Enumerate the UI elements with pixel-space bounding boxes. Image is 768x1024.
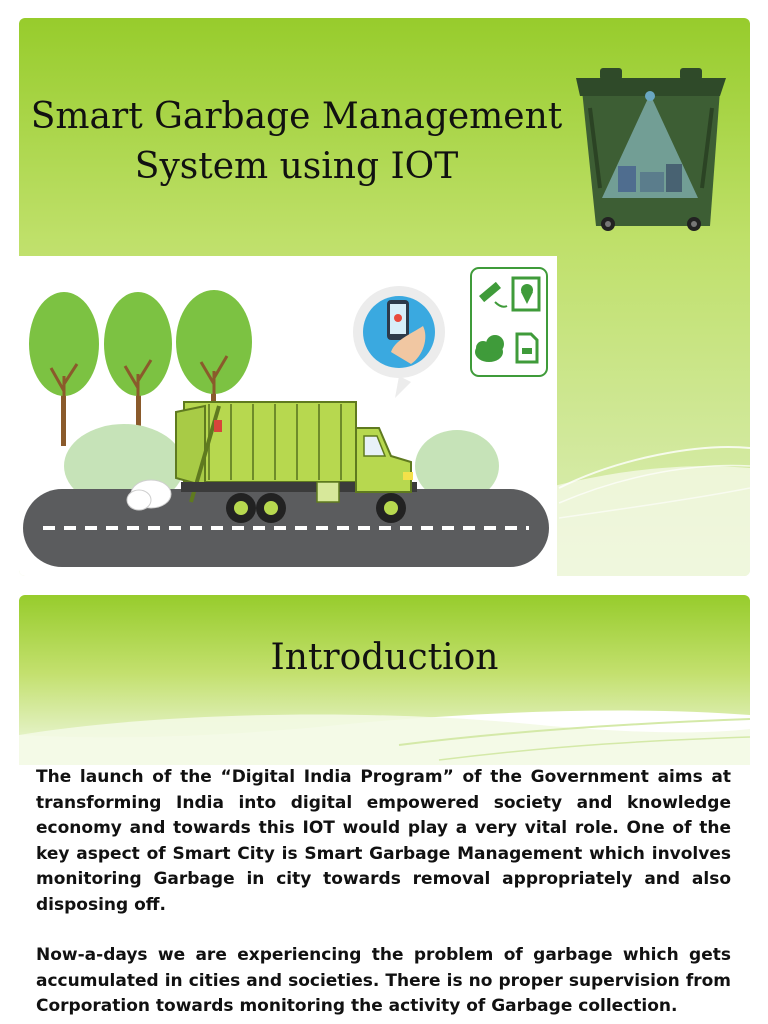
body-paragraph-1: The launch of the “Digital India Program” of the Government aims at transforming India into digital empowered society and knowledge economy and towards this IOT would play a very vital role. One of the key aspect of Smart City is Smart Garbage Management which involves monitoring Garbage in city towards removal appropriately and also disposing off. (36, 767, 731, 915)
slide-heading: Introduction (270, 637, 499, 678)
slide-title (19, 92, 574, 192)
title-line-1: Smart Garbage Management (30, 96, 563, 137)
phone-location-icon (353, 286, 445, 398)
title-line-2: System using IOT (134, 146, 459, 187)
body-paragraph-2: Now-a-days we are experiencing the problem of garbage which gets accumulated in cities and societies. There is no proper supervision from Corporation towards monitoring the activity of Garbage collection. (36, 945, 731, 1016)
garbage-truck-image (19, 256, 557, 576)
garbage-bin-sensor-image (570, 48, 730, 238)
title-slide (19, 18, 750, 576)
slide-body (36, 765, 731, 1024)
introduction-slide (19, 595, 750, 1024)
truck-scene (19, 256, 557, 576)
